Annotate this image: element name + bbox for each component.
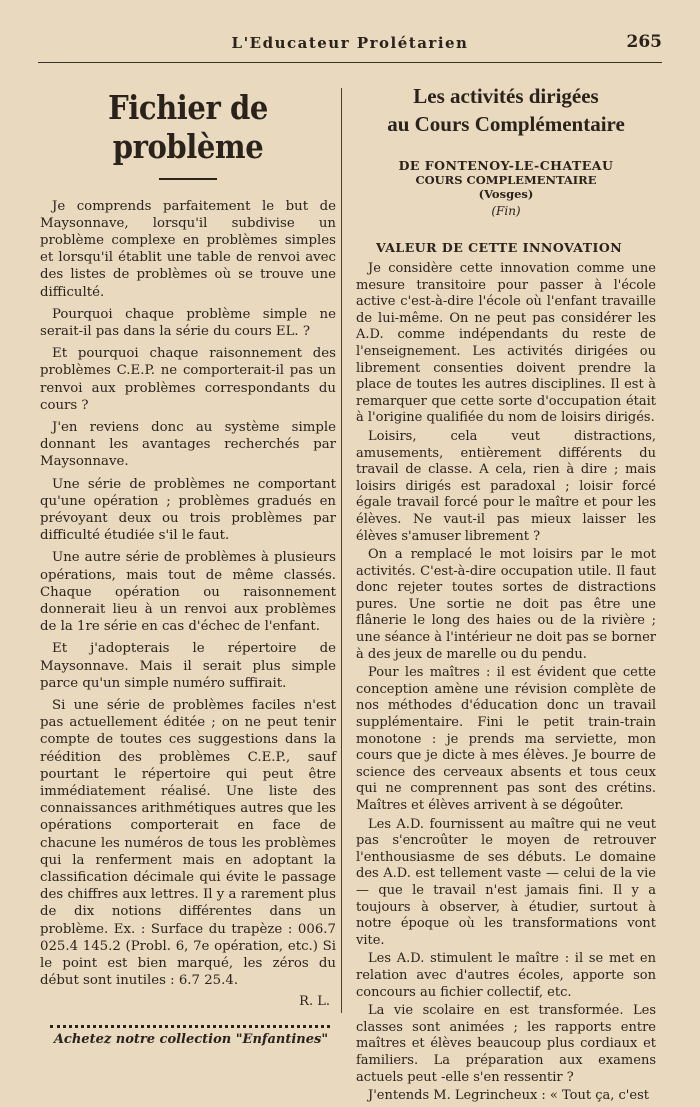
paragraph: Une série de problèmes ne comportant qu'une opération ; problèmes gradués en prévoyant deux ou trois problèmes par difficulté étudiée s'il le faut. <box>40 476 336 544</box>
title-line: au Cours Complémentaire <box>387 112 625 136</box>
paragraph: Pourquoi chaque problème simple ne serait-il pas dans la série du cours EL. ? <box>40 306 336 339</box>
article-byline <box>356 158 656 220</box>
paragraph: Les A.D. fournissent au maître qui ne veut pas s'encroûter le moyen de retrouver l'enthousiasme de ses débuts. Le domaine des A.D. est tellement vaste — celui de la vie — que le travail n'est jamais fini. Il y a toujours à observer, à étudier, surtout à notre époque où les transformations vont vite. <box>356 816 656 948</box>
column-divider <box>341 88 342 1013</box>
title-line: Les activités dirigées <box>413 84 599 108</box>
paragraph: Je comprends parfaitement le but de Maysonnave, lorsqu'il subdivise un problème complexe en problèmes simples et lorsqu'il établit une table de renvoi avec des listes de problèmes où se trouve une difficulté. <box>40 198 336 300</box>
paragraph: Loisirs, cela veut distractions, amusements, entièrement différents du travail de classe. A cela, rien à dire ; mais loisirs dirigés est paradoxal ; loisir forcé égale travail forcé pour le maître et pour les élèves. Ne vaut-il pas mieux laisser les élèves s'amuser librement ? <box>356 428 656 544</box>
right-column <box>356 82 656 1107</box>
paragraph: Les A.D. stimulent le maître : il se met en relation avec d'autres écoles, apporte son concours au fichier collectif, etc. <box>356 951 656 1000</box>
paragraph: J'en reviens donc au système simple donnant les avantages recherchés par Maysonnave. <box>40 419 336 470</box>
byline-school: DE FONTENOY-LE-CHATEAU <box>398 158 614 173</box>
dotted-separator <box>50 1025 330 1028</box>
section-heading: VALEUR DE CETTE INNOVATION <box>376 240 623 255</box>
paragraph: Et pourquoi chaque raisonnement des problèmes C.E.P. ne comporterait-il pas un renvoi aux problèmes correspondants du cours ? <box>40 346 336 413</box>
title-rule <box>159 178 217 180</box>
paragraph: Je considère cette innovation comme une mesure transitoire pour passer à l'école active c'est-à-dire l'école où l'enfant travaille de lui-même. On ne peut pas considérer les A.D. comme indépendants du reste de l'enseignement. Les activités dirigées ou librement consenties doivent prendre la place de toutes les autres disciplines. Il est à remarquer que cette sorte d'occupation était à l'origine qualifiée du nom de loisirs dirigés. <box>356 261 656 426</box>
paragraph: Pour les maîtres : il est évident que cette conception amène une révision complète de nos méthodes d'éducation donc un travail supplémentaire. Fini le petit train-train monotone : je prends ma serviette, mon cours que je dicte à mes élèves. Je bourre de science des cerveaux absents et tous ceux qui ne comprennent pas sont des crétins. Maîtres et élèves arrivent à se dégoûter. <box>356 665 656 813</box>
byline-course: COURS COMPLEMENTAIRE <box>415 173 597 187</box>
byline-fin: (Fin) <box>491 204 521 218</box>
author-signature: R. L. <box>299 994 330 1010</box>
article-title-activites <box>356 82 656 138</box>
page-number: 265 <box>626 32 662 52</box>
article-title-fichier: Fichier de problème <box>108 88 268 166</box>
advertisement: Achetez notre collection "Enfantines" <box>53 1032 329 1048</box>
paragraph: Et j'adopterais le répertoire de Maysonnave. Mais il serait plus simple parce qu'un simple numéro suffirait. <box>40 641 336 691</box>
paragraph: Une autre série de problèmes à plusieurs opérations, mais tout de même classés. Chaque opération ou raisonnement donnerait lieu à un renvoi aux problèmes de la 1re série en cas d'échec de l'enfant. <box>40 550 336 635</box>
paragraph: J'entends M. Legrincheux : « Tout ça, c'est <box>368 1088 649 1104</box>
paragraph: On a remplacé le mot loisirs par le mot activités. C'est-à-dire occupation utile. Il faut donc rejeter toutes sortes de distractions pures. Une sortie ne doit pas être une flânerie le long des haies ou de la rivière ; une séance à l'intérieur ne doit pas se borner à des jeux de marelle ou du pendu. <box>356 547 656 662</box>
paragraph: La vie scolaire en est transformée. Les classes sont animées ; les rapports entre maîtres et élèves beaucoup plus cordiaux et familiers. La préparation aux examens actuels peut -elle s'en ressentir ? <box>356 1003 656 1085</box>
byline-region: (Vosges) <box>478 187 534 201</box>
page-header <box>38 30 662 63</box>
left-column <box>40 82 336 1047</box>
journal-title: L'Educateur Prolétarien <box>231 34 469 52</box>
paragraph: Si une série de problèmes faciles n'est pas actuellement éditée ; on ne peut tenir compte de toutes ces suggestions dans la réédition des problèmes C.E.P., sauf pourtant le répertoire qui peut être immédiatement réalisé. Une liste des connaissances arithmétiques autres que les opérations comporterait en face de chacune les numéros de tous les problèmes qui la renferment mais en adoptant la classification décimale qui évite le passage des chiffres aux lettres. Il y a rarement plus de dix notions différentes dans un problème. Ex. : Surface du trapèze : 006.7 025.4 145.2 (Probl. 6, 7e opération, etc.) Si le point est bien marqué, les zéros du début sont inutiles : 6.7 25.4. <box>40 697 336 989</box>
